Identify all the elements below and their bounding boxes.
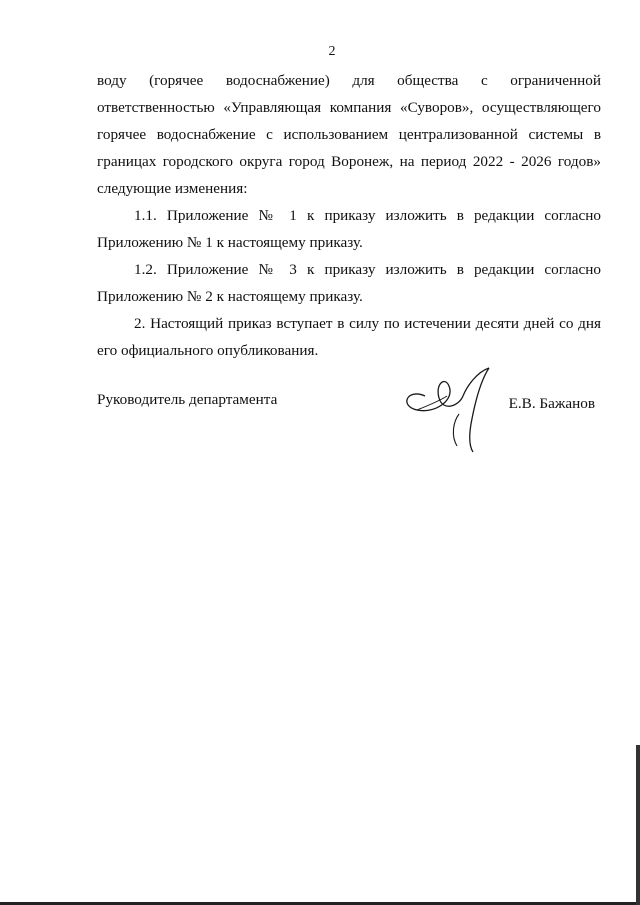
page-number: 2: [328, 44, 336, 59]
intro-paragraph: воду (горячее водоснабжение) для общества с ограниченной ответственностью «Управляющая компания «Суворов», осуществляющего горячее водоснабжение с использованием централизованной системы в границах городского округа город Воронеж, на период 2022 - 2026 годов» следующие изменения:: [97, 72, 601, 197]
scan-edge-right: [636, 745, 640, 905]
item-2-paragraph: 2. Настоящий приказ вступает в силу по истечении десяти дней со дня его официального опубликования.: [97, 315, 601, 359]
item-1-2-paragraph: 1.2. Приложение № 3 к приказу изложить в редакции согласно Приложению № 2 к настоящему приказу.: [97, 261, 601, 305]
document-body: [97, 67, 601, 364]
signatory-name: Е.В. Бажанов: [508, 395, 595, 412]
handwritten-signature: [397, 366, 507, 456]
signatory-title: Руководитель департамента: [97, 391, 278, 408]
item-1-1-paragraph: 1.1. Приложение № 1 к приказу изложить в редакции согласно Приложению № 1 к настоящему приказу.: [97, 207, 601, 251]
signature-block: [97, 386, 601, 456]
